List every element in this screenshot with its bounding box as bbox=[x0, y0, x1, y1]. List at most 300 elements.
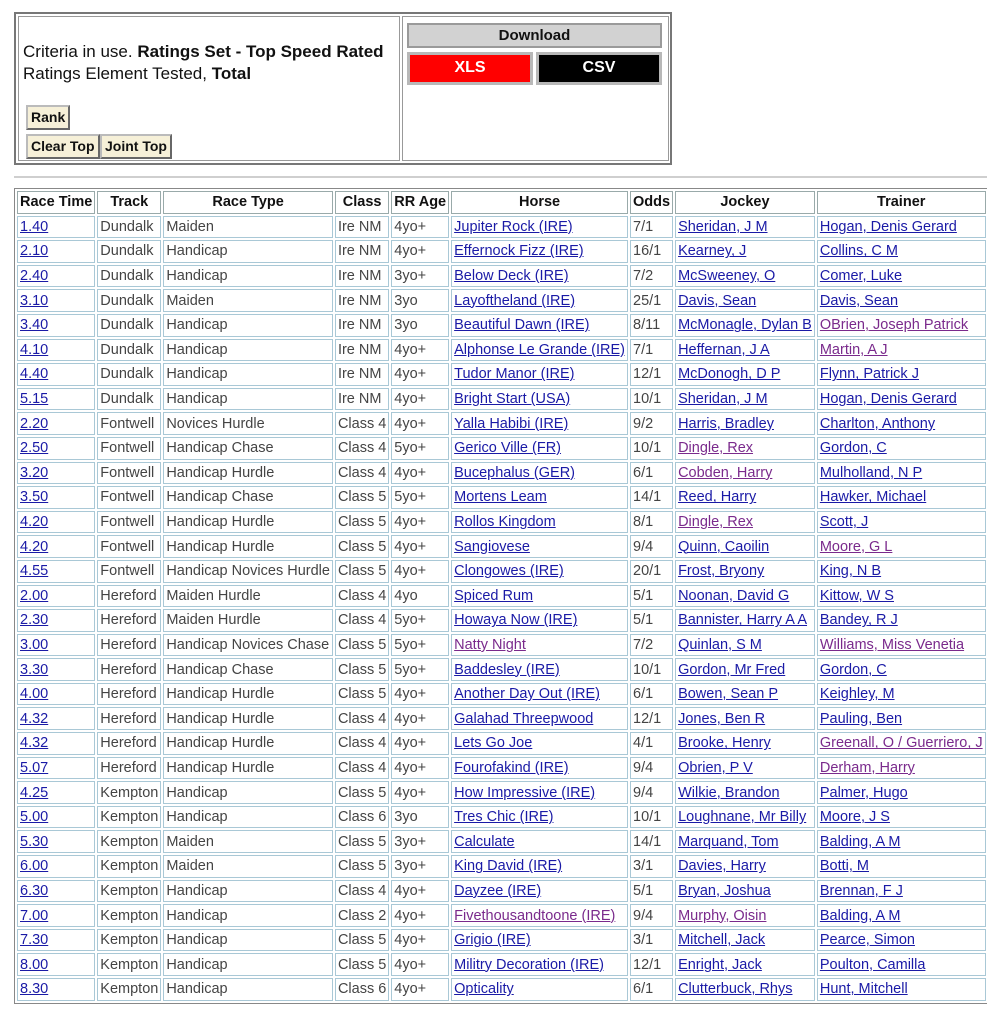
type-column-cell bbox=[163, 437, 333, 460]
horse-link[interactable]: Mortens Leam bbox=[454, 489, 547, 506]
jockey-column-cell bbox=[675, 339, 815, 362]
trainer-column-cell bbox=[817, 634, 986, 657]
trainer-link[interactable]: Pauling, Ben bbox=[819, 710, 903, 727]
trainer-link[interactable]: Scott, J bbox=[819, 514, 869, 531]
type-column-cell bbox=[163, 585, 333, 608]
trainer-link[interactable]: Balding, A M bbox=[819, 907, 901, 924]
jockey-column-cell bbox=[675, 314, 815, 337]
rr-age-cell: 4yo bbox=[394, 587, 418, 604]
class-cell: Class 5 bbox=[337, 686, 387, 703]
race-time-link[interactable]: 8.00 bbox=[20, 956, 49, 973]
header-rr-age[interactable]: RR Age bbox=[391, 191, 449, 214]
track-cell: Dundalk bbox=[100, 341, 154, 358]
horse-link[interactable]: Grigio (IRE) bbox=[454, 932, 531, 949]
horse-link[interactable]: Baddesley (IRE) bbox=[454, 661, 560, 678]
race-time-link[interactable]: 1.40 bbox=[20, 218, 49, 235]
trainer-link[interactable]: Martin, A J bbox=[819, 341, 888, 358]
trainer-column-cell bbox=[817, 609, 986, 632]
track-column-cell bbox=[97, 634, 161, 657]
horse-link[interactable]: Yalla Habibi (IRE) bbox=[454, 415, 569, 432]
horse-link[interactable]: Clongowes (IRE) bbox=[454, 563, 564, 580]
horse-link[interactable]: Fivethousandtoone (IRE) bbox=[454, 907, 616, 924]
track-cell: Dundalk bbox=[100, 268, 154, 285]
horse-link[interactable]: Militry Decoration (IRE) bbox=[454, 956, 604, 973]
jockey-link[interactable]: Quinlan, S M bbox=[678, 636, 762, 653]
time-column-cell bbox=[17, 855, 95, 878]
class-cell: Class 2 bbox=[337, 907, 387, 924]
track-cell: Kempton bbox=[100, 833, 159, 850]
jockey-link[interactable]: Wilkie, Brandon bbox=[678, 784, 780, 801]
horse-link[interactable]: Natty Night bbox=[454, 636, 526, 653]
time-column-cell bbox=[17, 289, 95, 312]
class-cell: Ire NM bbox=[337, 243, 382, 260]
horse-link[interactable]: Alphonse Le Grande (IRE) bbox=[454, 341, 625, 358]
track-column-cell bbox=[97, 216, 161, 239]
track-column-cell bbox=[97, 339, 161, 362]
time-column-cell bbox=[17, 535, 95, 558]
odds-column-cell bbox=[630, 978, 673, 1001]
age-column-cell bbox=[391, 904, 449, 927]
table-row bbox=[17, 781, 986, 804]
horse-link[interactable]: Fourofakind (IRE) bbox=[454, 759, 569, 776]
header-race-time[interactable]: Race Time bbox=[17, 191, 95, 214]
class-cell: Ire NM bbox=[337, 391, 382, 408]
jockey-link[interactable]: Murphy, Oisin bbox=[678, 907, 767, 924]
horse-link[interactable]: Below Deck (IRE) bbox=[454, 268, 569, 285]
odds-column-cell bbox=[630, 560, 673, 583]
age-column-cell bbox=[391, 830, 449, 853]
time-column-cell bbox=[17, 634, 95, 657]
race-type-cell: Maiden Hurdle bbox=[166, 612, 261, 629]
jockey-link[interactable]: Sheridan, J M bbox=[678, 391, 768, 408]
odds-column-cell bbox=[630, 437, 673, 460]
table-row bbox=[17, 388, 986, 411]
race-time-link[interactable]: 5.07 bbox=[20, 759, 49, 776]
odds-cell: 3/1 bbox=[633, 932, 654, 949]
track-column-cell bbox=[97, 953, 161, 976]
rr-age-cell: 4yo+ bbox=[394, 956, 427, 973]
race-time-link[interactable]: 3.30 bbox=[20, 661, 49, 678]
race-time-link[interactable]: 7.00 bbox=[20, 907, 49, 924]
class-cell: Ire NM bbox=[337, 292, 382, 309]
jockey-link[interactable]: Gordon, Mr Fred bbox=[678, 661, 786, 678]
jockey-link[interactable]: Davies, Harry bbox=[678, 858, 766, 875]
horse-link[interactable]: How Impressive (IRE) bbox=[454, 784, 596, 801]
table-row bbox=[17, 363, 986, 386]
jockey-link[interactable]: Obrien, P V bbox=[678, 759, 753, 776]
time-column-cell bbox=[17, 830, 95, 853]
jockey-link[interactable]: Davis, Sean bbox=[678, 292, 757, 309]
jockey-column-cell bbox=[675, 658, 815, 681]
trainer-link[interactable]: Derham, Harry bbox=[819, 759, 915, 776]
type-column-cell bbox=[163, 757, 333, 780]
track-cell: Kempton bbox=[100, 956, 159, 973]
jockey-link[interactable]: Brooke, Henry bbox=[678, 735, 771, 752]
age-column-cell bbox=[391, 363, 449, 386]
header-jockey[interactable]: Jockey bbox=[675, 191, 815, 214]
jockey-link[interactable]: Bryan, Joshua bbox=[678, 882, 771, 899]
horse-column-cell bbox=[451, 437, 628, 460]
horse-link[interactable]: Lets Go Joe bbox=[454, 735, 533, 752]
trainer-link[interactable]: Williams, Miss Venetia bbox=[819, 636, 965, 653]
trainer-link[interactable]: Greenall, O / Guerriero, J bbox=[819, 735, 983, 752]
race-type-cell: Handicap Hurdle bbox=[166, 710, 275, 727]
trainer-link[interactable]: Poulton, Camilla bbox=[819, 956, 926, 973]
trainer-link[interactable]: Hawker, Michael bbox=[819, 489, 927, 506]
race-time-link[interactable]: 5.15 bbox=[20, 391, 49, 408]
age-column-cell bbox=[391, 757, 449, 780]
odds-cell: 4/1 bbox=[633, 735, 654, 752]
rr-age-cell: 4yo+ bbox=[394, 784, 427, 801]
track-column-cell bbox=[97, 609, 161, 632]
odds-column-cell bbox=[630, 806, 673, 829]
horse-column-cell bbox=[451, 339, 628, 362]
horse-link[interactable]: Rollos Kingdom bbox=[454, 514, 556, 531]
jockey-link[interactable]: Loughnane, Mr Billy bbox=[678, 809, 807, 826]
time-column-cell bbox=[17, 781, 95, 804]
race-time-link[interactable]: 2.20 bbox=[20, 415, 49, 432]
jockey-link[interactable]: Dingle, Rex bbox=[678, 440, 754, 457]
horse-link[interactable]: Gerico Ville (FR) bbox=[454, 440, 562, 457]
download-csv-button[interactable]: CSV bbox=[536, 52, 662, 85]
class-column-cell bbox=[335, 462, 389, 485]
horse-column-cell bbox=[451, 609, 628, 632]
class-cell: Class 5 bbox=[337, 636, 387, 653]
class-cell: Ire NM bbox=[337, 341, 382, 358]
table-row bbox=[17, 437, 986, 460]
odds-column-cell bbox=[630, 412, 673, 435]
odds-cell: 5/1 bbox=[633, 587, 654, 604]
race-time-link[interactable]: 3.40 bbox=[20, 317, 49, 334]
class-cell: Class 4 bbox=[337, 882, 387, 899]
race-time-link[interactable]: 7.30 bbox=[20, 932, 49, 949]
track-cell: Kempton bbox=[100, 882, 159, 899]
class-cell: Class 5 bbox=[337, 489, 387, 506]
jockey-column-cell bbox=[675, 216, 815, 239]
table-row bbox=[17, 806, 986, 829]
class-cell: Class 4 bbox=[337, 440, 387, 457]
age-column-cell bbox=[391, 314, 449, 337]
time-column-cell bbox=[17, 757, 95, 780]
time-column-cell bbox=[17, 511, 95, 534]
track-cell: Hereford bbox=[100, 710, 157, 727]
download-xls-button[interactable]: XLS bbox=[407, 52, 533, 85]
track-cell: Kempton bbox=[100, 858, 159, 875]
jockey-column-cell bbox=[675, 437, 815, 460]
time-column-cell bbox=[17, 683, 95, 706]
time-column-cell bbox=[17, 806, 95, 829]
jockey-link[interactable]: Bowen, Sean P bbox=[678, 686, 779, 703]
race-time-link[interactable]: 3.50 bbox=[20, 489, 49, 506]
horse-link[interactable]: Opticality bbox=[454, 981, 514, 998]
horse-link[interactable]: Another Day Out (IRE) bbox=[454, 686, 600, 703]
race-type-cell: Handicap bbox=[166, 882, 228, 899]
trainer-link[interactable]: Hogan, Denis Gerard bbox=[819, 218, 957, 235]
track-cell: Fontwell bbox=[100, 563, 155, 580]
horse-link[interactable]: Calculate bbox=[454, 833, 515, 850]
race-time-link[interactable]: 2.10 bbox=[20, 243, 49, 260]
race-time-link[interactable]: 4.40 bbox=[20, 366, 49, 383]
odds-column-cell bbox=[630, 314, 673, 337]
track-column-cell bbox=[97, 462, 161, 485]
odds-column-cell bbox=[630, 240, 673, 263]
trainer-link[interactable]: Botti, M bbox=[819, 858, 869, 875]
trainer-link[interactable]: Davis, Sean bbox=[819, 292, 899, 309]
trainer-column-cell bbox=[817, 830, 986, 853]
type-column-cell bbox=[163, 658, 333, 681]
header-class[interactable]: Class bbox=[335, 191, 389, 214]
odds-cell: 7/2 bbox=[633, 636, 654, 653]
trainer-link[interactable]: Gordon, C bbox=[819, 440, 887, 457]
rank-button[interactable]: Rank bbox=[26, 105, 70, 130]
race-time-link[interactable]: 6.30 bbox=[20, 882, 49, 899]
trainer-link[interactable]: King, N B bbox=[819, 563, 882, 580]
time-column-cell bbox=[17, 929, 95, 952]
table-row bbox=[17, 609, 986, 632]
horse-link[interactable]: Jupiter Rock (IRE) bbox=[454, 218, 573, 235]
jockey-column-cell bbox=[675, 707, 815, 730]
age-column-cell bbox=[391, 806, 449, 829]
jockey-link[interactable]: McSweeney, O bbox=[678, 268, 776, 285]
type-column-cell bbox=[163, 339, 333, 362]
class-column-cell bbox=[335, 240, 389, 263]
odds-cell: 5/1 bbox=[633, 882, 654, 899]
class-cell: Class 4 bbox=[337, 587, 387, 604]
race-time-link[interactable]: 5.30 bbox=[20, 833, 49, 850]
odds-column-cell bbox=[630, 757, 673, 780]
trainer-link[interactable]: Hogan, Denis Gerard bbox=[819, 391, 957, 408]
track-column-cell bbox=[97, 265, 161, 288]
odds-cell: 10/1 bbox=[633, 391, 662, 408]
jockey-link[interactable]: Jones, Ben R bbox=[678, 710, 766, 727]
odds-cell: 9/4 bbox=[633, 907, 654, 924]
rr-age-cell: 5yo+ bbox=[394, 612, 427, 629]
jockey-link[interactable]: Kearney, J bbox=[678, 243, 747, 260]
race-type-cell: Handicap Hurdle bbox=[166, 514, 275, 531]
track-cell: Fontwell bbox=[100, 464, 155, 481]
trainer-link[interactable]: Hunt, Mitchell bbox=[819, 981, 908, 998]
track-column-cell bbox=[97, 683, 161, 706]
jockey-link[interactable]: Mitchell, Jack bbox=[678, 932, 766, 949]
odds-cell: 10/1 bbox=[633, 440, 662, 457]
jockey-column-cell bbox=[675, 363, 815, 386]
horse-link[interactable]: Tres Chic (IRE) bbox=[454, 809, 554, 826]
time-column-cell bbox=[17, 978, 95, 1001]
jockey-link[interactable]: Harris, Bradley bbox=[678, 415, 774, 432]
jockey-link[interactable]: Frost, Bryony bbox=[678, 563, 765, 580]
horse-link[interactable]: Bright Start (USA) bbox=[454, 391, 571, 408]
track-cell: Kempton bbox=[100, 784, 159, 801]
jockey-link[interactable]: Bannister, Harry A A bbox=[678, 612, 808, 629]
trainer-link[interactable]: Keighley, M bbox=[819, 686, 895, 703]
jockey-link[interactable]: Enright, Jack bbox=[678, 956, 762, 973]
race-time-link[interactable]: 4.10 bbox=[20, 341, 49, 358]
horse-link[interactable]: Galahad Threepwood bbox=[454, 710, 594, 727]
trainer-link[interactable]: Gordon, C bbox=[819, 661, 887, 678]
trainer-column-cell bbox=[817, 904, 986, 927]
type-column-cell bbox=[163, 978, 333, 1001]
criteria-box bbox=[18, 16, 400, 161]
trainer-column-cell bbox=[817, 757, 986, 780]
trainer-link[interactable]: Collins, C M bbox=[819, 243, 898, 260]
jockey-column-cell bbox=[675, 412, 815, 435]
odds-column-cell bbox=[630, 363, 673, 386]
jockey-link[interactable]: Cobden, Harry bbox=[678, 464, 773, 481]
track-cell: Fontwell bbox=[100, 415, 155, 432]
track-cell: Kempton bbox=[100, 981, 159, 998]
type-column-cell bbox=[163, 216, 333, 239]
horse-link[interactable]: Sangiovese bbox=[454, 538, 530, 555]
race-time-link[interactable]: 3.00 bbox=[20, 636, 49, 653]
odds-cell: 9/4 bbox=[633, 538, 654, 555]
horse-column-cell bbox=[451, 363, 628, 386]
track-cell: Hereford bbox=[100, 587, 157, 604]
trainer-link[interactable]: Comer, Luke bbox=[819, 268, 903, 285]
table-row bbox=[17, 830, 986, 853]
odds-cell: 12/1 bbox=[633, 956, 662, 973]
track-column-cell bbox=[97, 904, 161, 927]
trainer-link[interactable]: Flynn, Patrick J bbox=[819, 366, 919, 383]
class-cell: Class 4 bbox=[337, 735, 387, 752]
jockey-link[interactable]: Quinn, Caoilin bbox=[678, 538, 770, 555]
time-column-cell bbox=[17, 462, 95, 485]
race-time-link[interactable]: 4.20 bbox=[20, 514, 49, 531]
trainer-link[interactable]: Pearce, Simon bbox=[819, 932, 915, 949]
odds-column-cell bbox=[630, 339, 673, 362]
race-time-link[interactable]: 2.00 bbox=[20, 587, 49, 604]
trainer-link[interactable]: Balding, A M bbox=[819, 833, 901, 850]
horse-link[interactable]: King David (IRE) bbox=[454, 858, 563, 875]
trainer-link[interactable]: Palmer, Hugo bbox=[819, 784, 908, 801]
rr-age-cell: 4yo+ bbox=[394, 341, 427, 358]
horse-link[interactable]: Howaya Now (IRE) bbox=[454, 612, 578, 629]
horse-link[interactable]: Layoftheland (IRE) bbox=[454, 292, 576, 309]
race-time-link[interactable]: 3.10 bbox=[20, 292, 49, 309]
race-time-link[interactable]: 4.32 bbox=[20, 735, 49, 752]
class-cell: Class 5 bbox=[337, 563, 387, 580]
type-column-cell bbox=[163, 855, 333, 878]
horse-link[interactable]: Beautiful Dawn (IRE) bbox=[454, 317, 590, 334]
header-race-type[interactable]: Race Type bbox=[163, 191, 333, 214]
age-column-cell bbox=[391, 732, 449, 755]
class-column-cell bbox=[335, 486, 389, 509]
race-type-cell: Handicap Novices Hurdle bbox=[166, 563, 330, 580]
jockey-link[interactable]: Clutterbuck, Rhys bbox=[678, 981, 793, 998]
age-column-cell bbox=[391, 683, 449, 706]
race-time-link[interactable]: 4.25 bbox=[20, 784, 49, 801]
trainer-link[interactable]: Moore, J S bbox=[819, 809, 890, 826]
horse-column-cell bbox=[451, 904, 628, 927]
race-type-cell: Handicap Chase bbox=[166, 489, 274, 506]
track-column-cell bbox=[97, 806, 161, 829]
trainer-link[interactable]: Mulholland, N P bbox=[819, 464, 923, 481]
table-row bbox=[17, 634, 986, 657]
race-time-link[interactable]: 6.00 bbox=[20, 858, 49, 875]
odds-cell: 6/1 bbox=[633, 981, 654, 998]
trainer-link[interactable]: Moore, G L bbox=[819, 538, 893, 555]
jockey-link[interactable]: McDonogh, D P bbox=[678, 366, 781, 383]
odds-column-cell bbox=[630, 707, 673, 730]
table-row bbox=[17, 462, 986, 485]
rr-age-cell: 4yo+ bbox=[394, 538, 427, 555]
race-time-link[interactable]: 4.32 bbox=[20, 710, 49, 727]
race-type-cell: Handicap bbox=[166, 981, 228, 998]
type-column-cell bbox=[163, 535, 333, 558]
horse-column-cell bbox=[451, 880, 628, 903]
races-table-body bbox=[17, 216, 986, 1001]
trainer-column-cell bbox=[817, 388, 986, 411]
trainer-link[interactable]: OBrien, Joseph Patrick bbox=[819, 317, 969, 334]
trainer-link[interactable]: Bandey, R J bbox=[819, 612, 898, 629]
type-column-cell bbox=[163, 929, 333, 952]
horse-link[interactable]: Spiced Rum bbox=[454, 587, 534, 604]
odds-column-cell bbox=[630, 781, 673, 804]
race-time-link[interactable]: 2.40 bbox=[20, 268, 49, 285]
header-trainer[interactable]: Trainer bbox=[817, 191, 986, 214]
table-row bbox=[17, 216, 986, 239]
download-title: Download bbox=[407, 23, 662, 48]
race-time-link[interactable]: 4.20 bbox=[20, 538, 49, 555]
ratings-element-prefix: Ratings Element Tested, bbox=[23, 64, 207, 83]
odds-column-cell bbox=[630, 265, 673, 288]
trainer-column-cell bbox=[817, 658, 986, 681]
class-cell: Class 4 bbox=[337, 612, 387, 629]
jockey-link[interactable]: Marquand, Tom bbox=[678, 833, 779, 850]
trainer-link[interactable]: Charlton, Anthony bbox=[819, 415, 936, 432]
jockey-link[interactable]: Reed, Harry bbox=[678, 489, 757, 506]
header-track[interactable]: Track bbox=[97, 191, 161, 214]
horse-column-cell bbox=[451, 535, 628, 558]
jockey-link[interactable]: Dingle, Rex bbox=[678, 514, 754, 531]
race-time-link[interactable]: 2.50 bbox=[20, 440, 49, 457]
track-column-cell bbox=[97, 830, 161, 853]
race-time-link[interactable]: 2.30 bbox=[20, 612, 49, 629]
joint-top-button[interactable]: Joint Top bbox=[100, 134, 172, 159]
horse-link[interactable]: Effernock Fizz (IRE) bbox=[454, 243, 584, 260]
race-time-link[interactable]: 8.30 bbox=[20, 981, 49, 998]
jockey-link[interactable]: Sheridan, J M bbox=[678, 218, 768, 235]
track-column-cell bbox=[97, 535, 161, 558]
class-column-cell bbox=[335, 289, 389, 312]
race-time-link[interactable]: 4.00 bbox=[20, 686, 49, 703]
odds-cell: 9/4 bbox=[633, 784, 654, 801]
track-column-cell bbox=[97, 289, 161, 312]
jockey-column-cell bbox=[675, 462, 815, 485]
trainer-column-cell bbox=[817, 265, 986, 288]
track-cell: Hereford bbox=[100, 612, 157, 629]
race-time-link[interactable]: 5.00 bbox=[20, 809, 49, 826]
clear-top-button[interactable]: Clear Top bbox=[26, 134, 100, 159]
jockey-link[interactable]: McMonagle, Dylan B bbox=[678, 317, 812, 334]
race-time-link[interactable]: 4.55 bbox=[20, 563, 49, 580]
jockey-link[interactable]: Noonan, David G bbox=[678, 587, 790, 604]
time-column-cell bbox=[17, 240, 95, 263]
jockey-link[interactable]: Heffernan, J A bbox=[678, 341, 770, 358]
age-column-cell bbox=[391, 609, 449, 632]
race-type-cell: Handicap Hurdle bbox=[166, 464, 275, 481]
rr-age-cell: 3yo+ bbox=[394, 268, 427, 285]
race-time-link[interactable]: 3.20 bbox=[20, 464, 49, 481]
trainer-link[interactable]: Kittow, W S bbox=[819, 587, 894, 604]
horse-link[interactable]: Tudor Manor (IRE) bbox=[454, 366, 575, 383]
header-odds[interactable]: Odds bbox=[630, 191, 673, 214]
trainer-link[interactable]: Brennan, F J bbox=[819, 882, 903, 899]
header-horse[interactable]: Horse bbox=[451, 191, 628, 214]
horse-link[interactable]: Dayzee (IRE) bbox=[454, 882, 542, 899]
horse-link[interactable]: Bucephalus (GER) bbox=[454, 464, 576, 481]
odds-column-cell bbox=[630, 830, 673, 853]
time-column-cell bbox=[17, 953, 95, 976]
